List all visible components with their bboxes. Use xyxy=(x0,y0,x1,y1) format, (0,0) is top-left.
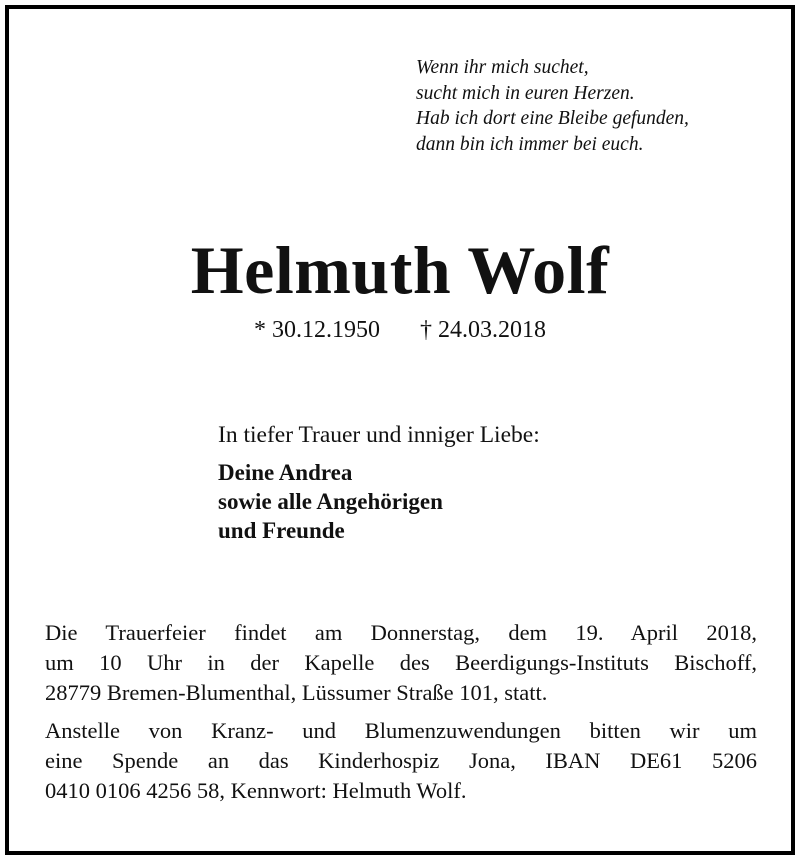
poem-line: dann bin ich immer bei euch. xyxy=(416,133,644,155)
birth-date: * 30.12.1950 xyxy=(254,317,380,343)
mourner-line: sowie alle Angehörigen xyxy=(218,489,443,514)
donation-line: eine Spende an das Kinderhospiz Jona, IBAN DE61 5206 xyxy=(45,748,757,773)
donation-line: Anstelle von Kranz- und Blumenzuwendungen bitten wir um xyxy=(45,718,757,743)
mourning-intro: In tiefer Trauer und inniger Liebe: xyxy=(218,422,540,448)
donation-paragraph xyxy=(45,716,757,806)
mourner-line: und Freunde xyxy=(218,518,345,543)
mourner-line: Deine Andrea xyxy=(218,460,353,485)
poem-line: sucht mich in euren Herzen. xyxy=(416,82,635,104)
mourners-list xyxy=(218,458,443,545)
deceased-name: Helmuth Wolf xyxy=(190,232,610,308)
ceremony-line: um 10 Uhr in der Kapelle des Beerdigungs-Instituts Bischoff, xyxy=(45,650,757,675)
donation-line: 0410 0106 4256 58, Kennwort: Helmuth Wolf. xyxy=(45,778,467,803)
poem xyxy=(416,55,689,157)
poem-line: Hab ich dort eine Bleibe gefunden, xyxy=(416,108,689,129)
death-date: † 24.03.2018 xyxy=(420,317,546,343)
ceremony-line: 28779 Bremen-Blumenthal, Lüssumer Straße 101, statt. xyxy=(45,680,548,705)
ceremony-paragraph xyxy=(45,618,757,708)
life-dates xyxy=(0,313,800,347)
ceremony-line: Die Trauerfeier findet am Donnerstag, dem 19. April 2018, xyxy=(45,620,757,645)
poem-line: Wenn ihr mich suchet, xyxy=(416,57,589,78)
